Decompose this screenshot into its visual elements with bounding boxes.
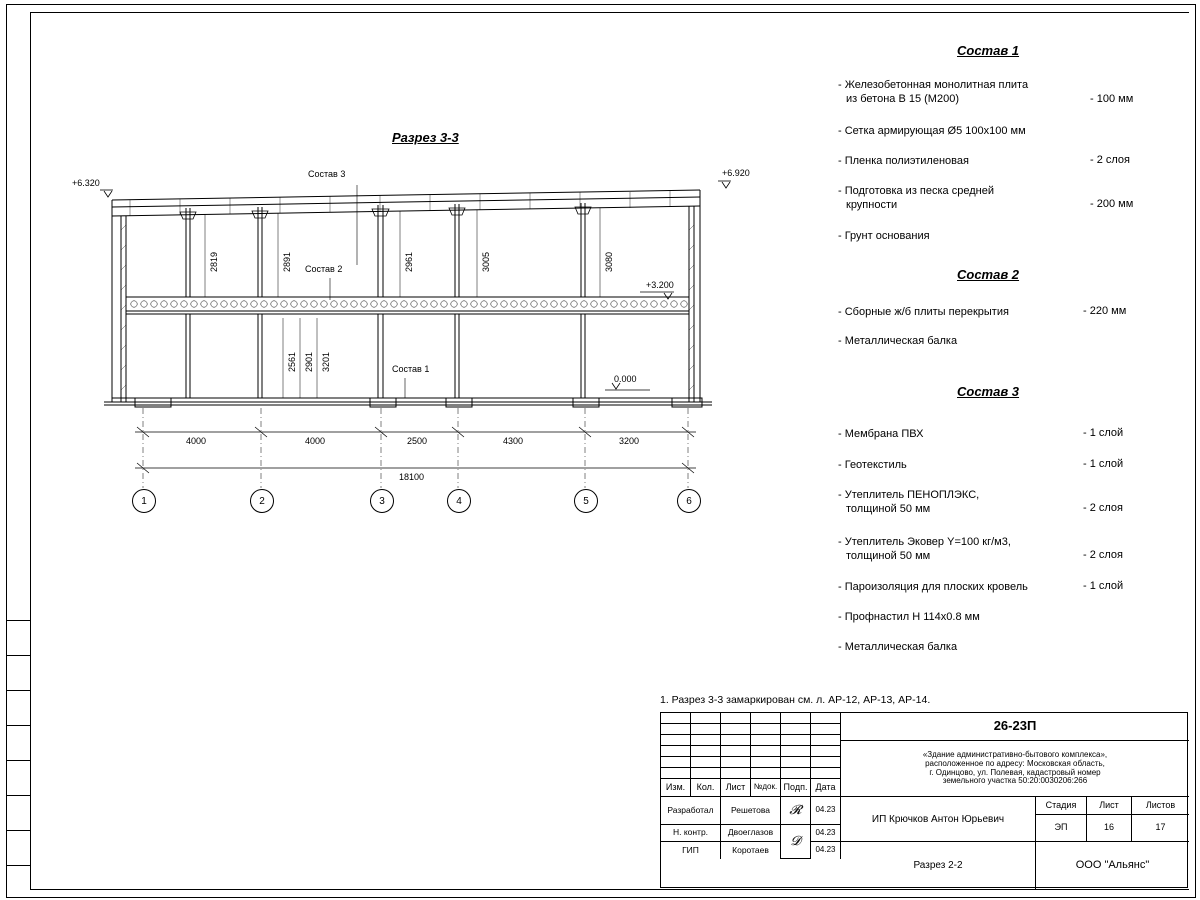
rev-cell bbox=[781, 746, 811, 757]
date-nkontr: 04.23 bbox=[811, 825, 841, 842]
rev-cell bbox=[781, 735, 811, 746]
margin-cell bbox=[6, 831, 30, 866]
axis-bubble-1: 1 bbox=[132, 489, 156, 513]
rev-cell bbox=[781, 768, 811, 779]
spec3-row-3-line2: толщиной 50 мм bbox=[846, 503, 931, 515]
spec1-row-4-line1: - Подготовка из песка средней bbox=[838, 185, 994, 197]
spec3-row-4-value: - 2 слоя bbox=[1083, 549, 1124, 561]
rev-cell bbox=[751, 757, 781, 768]
object-line-4: земельного участка 50:20:0030206:266 bbox=[942, 776, 1088, 786]
span-4: 4300 bbox=[503, 436, 524, 446]
title-block bbox=[660, 712, 1188, 888]
name-gip: Коротаев bbox=[721, 842, 781, 859]
spec3-row-2-value: - 1 слой bbox=[1083, 458, 1124, 470]
axis-bubble-2: 2 bbox=[250, 489, 274, 513]
rev-cell bbox=[811, 735, 841, 746]
sheet-name: Разрез 2-2 bbox=[841, 842, 1036, 889]
margin-cell bbox=[6, 866, 30, 900]
date-razrabotal: 04.23 bbox=[811, 797, 841, 825]
spec3-row-5-line1: - Пароизоляция для плоских кровель bbox=[838, 581, 1028, 593]
callout-sostav-3: Состав 3 bbox=[308, 169, 346, 179]
callout-sostav-2: Состав 2 bbox=[305, 264, 343, 274]
rev-cell bbox=[751, 713, 781, 724]
sheet-left-margin-strip bbox=[6, 620, 30, 897]
company-name: ООО "Альянс" bbox=[1075, 859, 1150, 872]
span-3: 2500 bbox=[407, 436, 428, 446]
spec1-row-2-line1: - Сетка армирующая Ø5 100х100 мм bbox=[838, 125, 1026, 137]
rev-cell bbox=[691, 735, 721, 746]
col-header-data: Дата bbox=[811, 779, 841, 797]
height-upper-3: 2961 bbox=[404, 251, 414, 272]
height-lower-2: 2901 bbox=[304, 351, 314, 372]
col-header-izm: Изм. bbox=[661, 779, 691, 797]
name-razrabotal: Решетова bbox=[721, 797, 781, 825]
spec-title-3: Состав 3 bbox=[957, 384, 1020, 399]
rev-cell bbox=[691, 757, 721, 768]
customer-name: ИП Крючков Антон Юрьевич bbox=[841, 797, 1036, 842]
col-header-ndok: №док. bbox=[751, 779, 781, 797]
spec3-row-1-line1: - Мембрана ПВХ bbox=[838, 428, 924, 440]
margin-cell bbox=[6, 761, 30, 796]
signature-razrabotal: 𝓡 bbox=[781, 797, 811, 825]
role-razrabotal: Разработал bbox=[661, 797, 721, 825]
spec1-row-4-value: - 200 мм bbox=[1090, 198, 1134, 210]
height-lower-3: 3201 bbox=[321, 351, 331, 372]
rev-cell bbox=[811, 713, 841, 724]
elevation-top-left: +6.320 bbox=[72, 178, 100, 188]
rev-cell bbox=[661, 768, 691, 779]
spec2-row-1-value: - 220 мм bbox=[1083, 305, 1127, 317]
margin-cell bbox=[6, 691, 30, 726]
axis-bubble-4: 4 bbox=[447, 489, 471, 513]
rev-cell bbox=[811, 768, 841, 779]
rev-cell bbox=[721, 757, 751, 768]
height-upper-2: 2891 bbox=[282, 251, 292, 272]
rev-cell bbox=[661, 735, 691, 746]
spec3-row-3-line1: - Утеплитель ПЕНОПЛЭКС, bbox=[838, 489, 980, 501]
rev-cell bbox=[691, 713, 721, 724]
elevation-ground: 0.000 bbox=[614, 374, 637, 384]
rev-cell bbox=[751, 735, 781, 746]
rev-cell bbox=[811, 746, 841, 757]
stage-header-listov: Листов bbox=[1132, 797, 1189, 815]
elevation-top-right: +6.920 bbox=[722, 168, 750, 178]
stage-value-listov: 17 bbox=[1132, 815, 1189, 842]
margin-cell bbox=[6, 621, 30, 656]
height-upper-4: 3005 bbox=[481, 251, 491, 272]
stage-header-list: Лист bbox=[1087, 797, 1132, 815]
spec1-row-5-line1: - Грунт основания bbox=[838, 230, 930, 242]
name-nkontr: Двоеглазов bbox=[721, 825, 781, 842]
span-total: 18100 bbox=[399, 472, 425, 482]
rev-cell bbox=[811, 724, 841, 735]
stage-value-list: 16 bbox=[1087, 815, 1132, 842]
spec3-row-4-line2: толщиной 50 мм bbox=[846, 550, 931, 562]
stage-value-stadia: ЭП bbox=[1036, 815, 1087, 842]
spec1-row-3-value: - 2 слоя bbox=[1090, 154, 1131, 166]
spec3-row-2-line1: - Геотекстиль bbox=[838, 459, 907, 471]
spec3-row-4-line1: - Утеплитель Эковер Y=100 кг/м3, bbox=[838, 536, 1011, 548]
rev-cell bbox=[721, 735, 751, 746]
height-upper-1: 2819 bbox=[209, 251, 219, 272]
rev-cell bbox=[691, 724, 721, 735]
rev-cell bbox=[721, 768, 751, 779]
col-header-list: Лист bbox=[721, 779, 751, 797]
spec1-row-1-line2: из бетона В 15 (М200) bbox=[846, 93, 959, 105]
spec3-row-7-line1: - Металлическая балка bbox=[838, 641, 958, 653]
spec1-row-1-line1: - Железобетонная монолитная плита bbox=[838, 79, 1029, 91]
axis-bubble-5: 5 bbox=[574, 489, 598, 513]
spec3-row-1-value: - 1 слой bbox=[1083, 427, 1124, 439]
date-gip: 04.23 bbox=[811, 842, 841, 859]
rev-cell bbox=[661, 724, 691, 735]
spec1-row-3-line1: - Пленка полиэтиленовая bbox=[838, 155, 969, 167]
rev-cell bbox=[691, 746, 721, 757]
rev-cell bbox=[781, 724, 811, 735]
spec2-row-2-line1: - Металлическая балка bbox=[838, 335, 958, 347]
rev-cell bbox=[721, 713, 751, 724]
height-lower-1: 2561 bbox=[287, 351, 297, 372]
spec3-row-5-value: - 1 слой bbox=[1083, 580, 1124, 592]
spec1-row-4-line2: крупности bbox=[846, 199, 898, 211]
span-2: 4000 bbox=[305, 436, 326, 446]
stage-header-stadia: Стадия bbox=[1036, 797, 1087, 815]
rev-cell bbox=[751, 724, 781, 735]
object-line-2: расположенное по адресу: Московская область, bbox=[925, 758, 1105, 768]
margin-cell bbox=[6, 656, 30, 691]
section-title: Разрез 3-3 bbox=[392, 130, 459, 145]
role-nkontr: Н. контр. bbox=[661, 825, 721, 842]
spec3-row-3-value: - 2 слоя bbox=[1083, 502, 1124, 514]
rev-cell bbox=[781, 757, 811, 768]
object-line-1: «Здание административно-бытового комплекса», bbox=[922, 749, 1108, 759]
signature-nkontr: 𝓓 bbox=[781, 825, 811, 859]
spec2-row-1-line1: - Сборные ж/б плиты перекрытия bbox=[838, 306, 1009, 318]
margin-cell bbox=[6, 796, 30, 831]
height-upper-5: 3080 bbox=[604, 251, 614, 272]
spec3-row-6-line1: - Профнастил Н 114х0.8 мм bbox=[838, 611, 980, 623]
rev-cell bbox=[721, 746, 751, 757]
object-description bbox=[841, 741, 1189, 797]
span-5: 3200 bbox=[619, 436, 640, 446]
axis-bubble-3: 3 bbox=[370, 489, 394, 513]
rev-cell bbox=[661, 757, 691, 768]
rev-cell bbox=[721, 724, 751, 735]
rev-cell bbox=[751, 746, 781, 757]
role-gip: ГИП bbox=[661, 842, 721, 859]
rev-cell bbox=[751, 768, 781, 779]
rev-cell bbox=[781, 713, 811, 724]
span-1: 4000 bbox=[186, 436, 207, 446]
margin-cell bbox=[6, 726, 30, 761]
rev-cell bbox=[811, 757, 841, 768]
callout-sostav-1: Состав 1 bbox=[392, 364, 430, 374]
object-line-3: г. Одинцово, ул. Полевая, кадастровый номер bbox=[929, 767, 1101, 777]
col-header-podp: Подп. bbox=[781, 779, 811, 797]
rev-cell bbox=[661, 746, 691, 757]
spec-title-1: Состав 1 bbox=[957, 43, 1020, 58]
col-header-kol: Кол. bbox=[691, 779, 721, 797]
drawing-note: 1. Разрез 3-3 замаркирован см. л. АР-12, АР-13, АР-14. bbox=[660, 694, 931, 706]
spec1-row-1-value: - 100 мм bbox=[1090, 93, 1134, 105]
rev-cell bbox=[691, 768, 721, 779]
rev-cell bbox=[661, 713, 691, 724]
spec-title-2: Состав 2 bbox=[957, 267, 1020, 282]
axis-bubble-6: 6 bbox=[677, 489, 701, 513]
elevation-mid: +3.200 bbox=[646, 280, 674, 290]
project-code: 26-23П bbox=[841, 713, 1189, 741]
